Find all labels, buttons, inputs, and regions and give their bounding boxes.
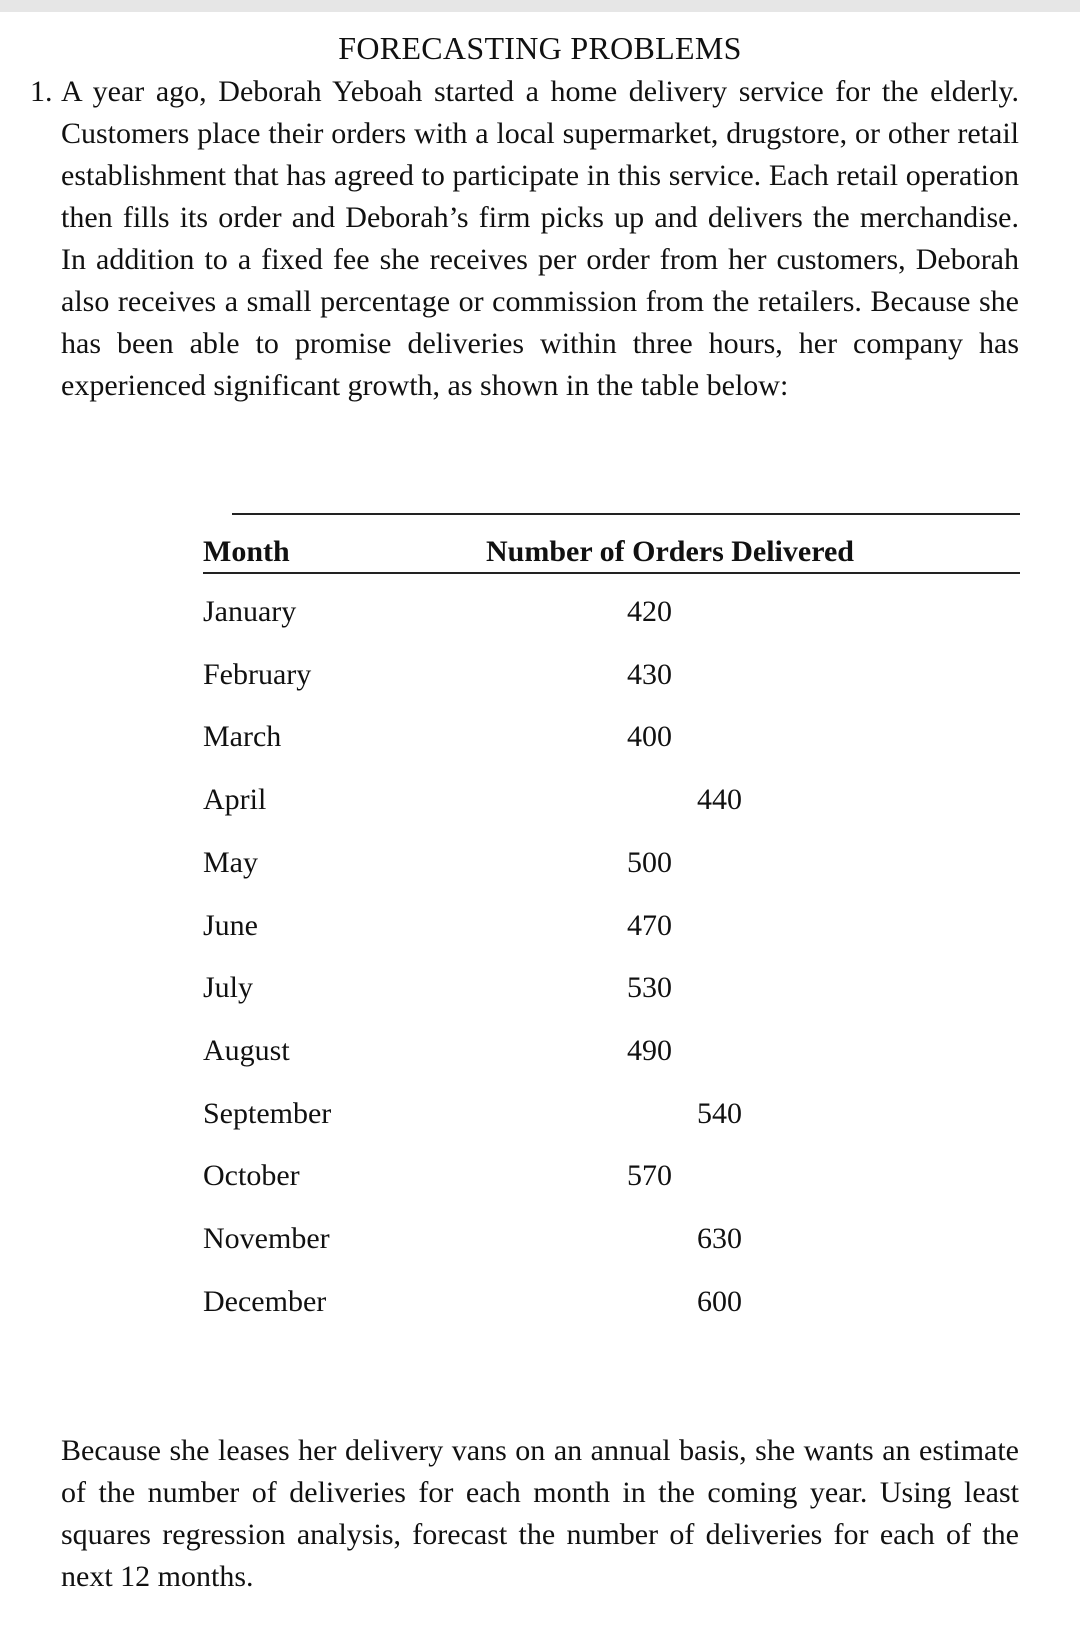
table-row bbox=[0, 783, 1080, 825]
table-row bbox=[0, 1159, 1080, 1201]
table-top-rule bbox=[232, 513, 1020, 515]
top-bar bbox=[0, 0, 1080, 12]
problem-intro bbox=[61, 71, 1019, 407]
orders-cell: 600 bbox=[697, 1285, 742, 1318]
month-cell: February bbox=[203, 658, 312, 691]
month-cell: November bbox=[203, 1222, 330, 1255]
table-row bbox=[0, 846, 1080, 888]
table-row bbox=[0, 595, 1080, 637]
problem-question bbox=[61, 1430, 1019, 1598]
orders-cell: 530 bbox=[627, 971, 672, 1004]
month-cell: April bbox=[203, 783, 267, 816]
month-cell: September bbox=[203, 1097, 332, 1130]
orders-cell: 630 bbox=[697, 1222, 742, 1255]
column-header-orders: Number of Orders Delivered bbox=[486, 535, 854, 568]
problem-intro-text: A year ago, Deborah Yeboah started a home delivery service for the elderly. Customers place their orders with a local supermarket, drugstore, or other retail establishment that has agreed to participate in this service. Each retail operation then fills its order and Deborah’s firm picks up and delivers the merchandise. In addition to a fixed fee she receives per order from her customers, Deborah also receives a small percentage or commission from the retailers. Because she has been able to promise deliveries within three hours, her company has experienced significant growth, as shown in the table below: bbox=[61, 75, 1019, 402]
orders-cell: 470 bbox=[627, 909, 672, 942]
orders-cell: 490 bbox=[627, 1034, 672, 1067]
month-cell: March bbox=[203, 720, 282, 753]
page-title: FORECASTING PROBLEMS bbox=[338, 30, 742, 66]
month-cell: June bbox=[203, 909, 258, 942]
problem-question-text: Because she leases her delivery vans on an annual basis, she wants an estimate of the number of deliveries for each month in the coming year. Using least squares regression analysis, forecast the number of deliveries for each of the next 12 months. bbox=[61, 1434, 1019, 1593]
month-cell: August bbox=[203, 1034, 290, 1067]
table-header-rule bbox=[203, 572, 1020, 574]
column-header-month: Month bbox=[203, 535, 290, 568]
table-row bbox=[0, 1034, 1080, 1076]
month-cell: December bbox=[203, 1285, 327, 1318]
table-row bbox=[0, 909, 1080, 951]
orders-cell: 440 bbox=[697, 783, 742, 816]
month-cell: January bbox=[203, 595, 297, 628]
orders-cell: 400 bbox=[627, 720, 672, 753]
table-row bbox=[0, 1097, 1080, 1139]
month-cell: May bbox=[203, 846, 258, 879]
question-number: 1. bbox=[30, 75, 53, 108]
orders-cell: 540 bbox=[697, 1097, 742, 1130]
table-row bbox=[0, 720, 1080, 762]
table-row bbox=[0, 658, 1080, 700]
month-cell: October bbox=[203, 1159, 300, 1192]
month-cell: July bbox=[203, 971, 254, 1004]
orders-cell: 430 bbox=[627, 658, 672, 691]
table-row bbox=[0, 1285, 1080, 1327]
table-row bbox=[0, 1222, 1080, 1264]
orders-cell: 500 bbox=[627, 846, 672, 879]
table-row bbox=[0, 971, 1080, 1013]
orders-cell: 570 bbox=[627, 1159, 672, 1192]
orders-cell: 420 bbox=[627, 595, 672, 628]
